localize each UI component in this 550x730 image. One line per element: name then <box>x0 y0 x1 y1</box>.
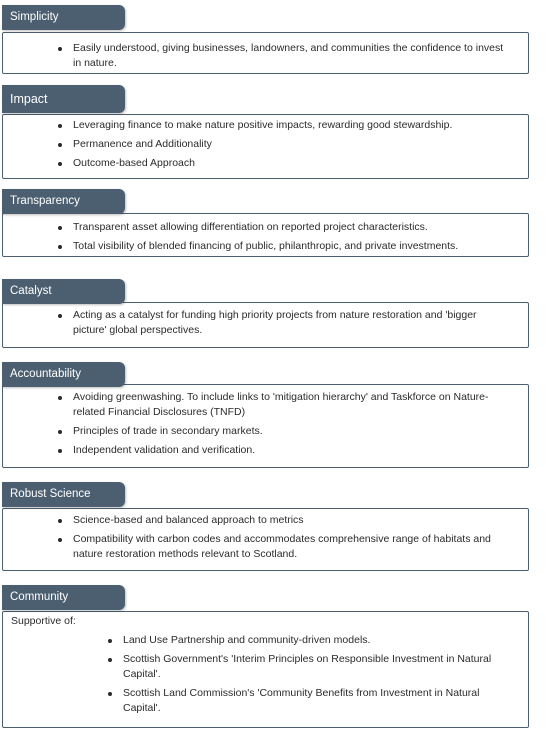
list-item: Easily understood, giving businesses, landowners, and communities the confidence to invest in nature. <box>3 41 528 71</box>
bullet-list <box>3 308 528 338</box>
bullet-list <box>3 118 528 171</box>
section-box <box>2 213 529 257</box>
section-intro: Supportive of: <box>11 615 76 627</box>
section-title: Catalyst <box>2 279 125 304</box>
section-box <box>2 384 529 468</box>
list-item: Independent validation and verification. <box>3 443 528 458</box>
section-title: Simplicity <box>2 5 125 30</box>
list-item: Scottish Land Commission's 'Community Benefits from Investment in Natural Capital'. <box>3 686 528 716</box>
bullet-list <box>3 41 528 71</box>
section-box <box>2 114 529 179</box>
bullet-list <box>3 390 528 458</box>
list-item: Transparent asset allowing differentiation on reported project characteristics. <box>3 220 528 235</box>
list-item: Outcome-based Approach <box>3 156 528 171</box>
list-item: Science-based and balanced approach to metrics <box>3 513 528 528</box>
list-item: Leveraging finance to make nature positive impacts, rewarding good stewardship. <box>3 118 528 133</box>
section-box <box>2 302 529 348</box>
bullet-list <box>3 220 528 254</box>
list-item: Compatibility with carbon codes and accommodates comprehensive range of habitats and nature restoration methods relevant to Scotland. <box>3 532 528 562</box>
list-item: Principles of trade in secondary markets. <box>3 424 528 439</box>
section-title: Robust Science <box>2 482 125 507</box>
section-title: Impact <box>2 85 125 113</box>
section-title: Accountability <box>2 362 125 387</box>
list-item: Permanence and Additionality <box>3 137 528 152</box>
list-item: Total visibility of blended financing of public, philanthropic, and private investments. <box>3 239 528 254</box>
bullet-list <box>3 633 528 716</box>
section-box <box>2 611 529 728</box>
section-box <box>2 508 529 571</box>
section-title: Transparency <box>2 189 125 214</box>
list-item: Avoiding greenwashing. To include links to 'mitigation hierarchy' and Taskforce on Nature-related Financial Disclosures (TNFD) <box>3 390 528 420</box>
list-item: Acting as a catalyst for funding high priority projects from nature restoration and 'bigger picture' global perspectives. <box>3 308 528 338</box>
bullet-list <box>3 513 528 562</box>
list-item: Land Use Partnership and community-driven models. <box>3 633 528 648</box>
list-item: Scottish Government's 'Interim Principles on Responsible Investment in Natural Capital'. <box>3 652 528 682</box>
section-box <box>2 32 529 74</box>
section-title: Community <box>2 585 125 610</box>
